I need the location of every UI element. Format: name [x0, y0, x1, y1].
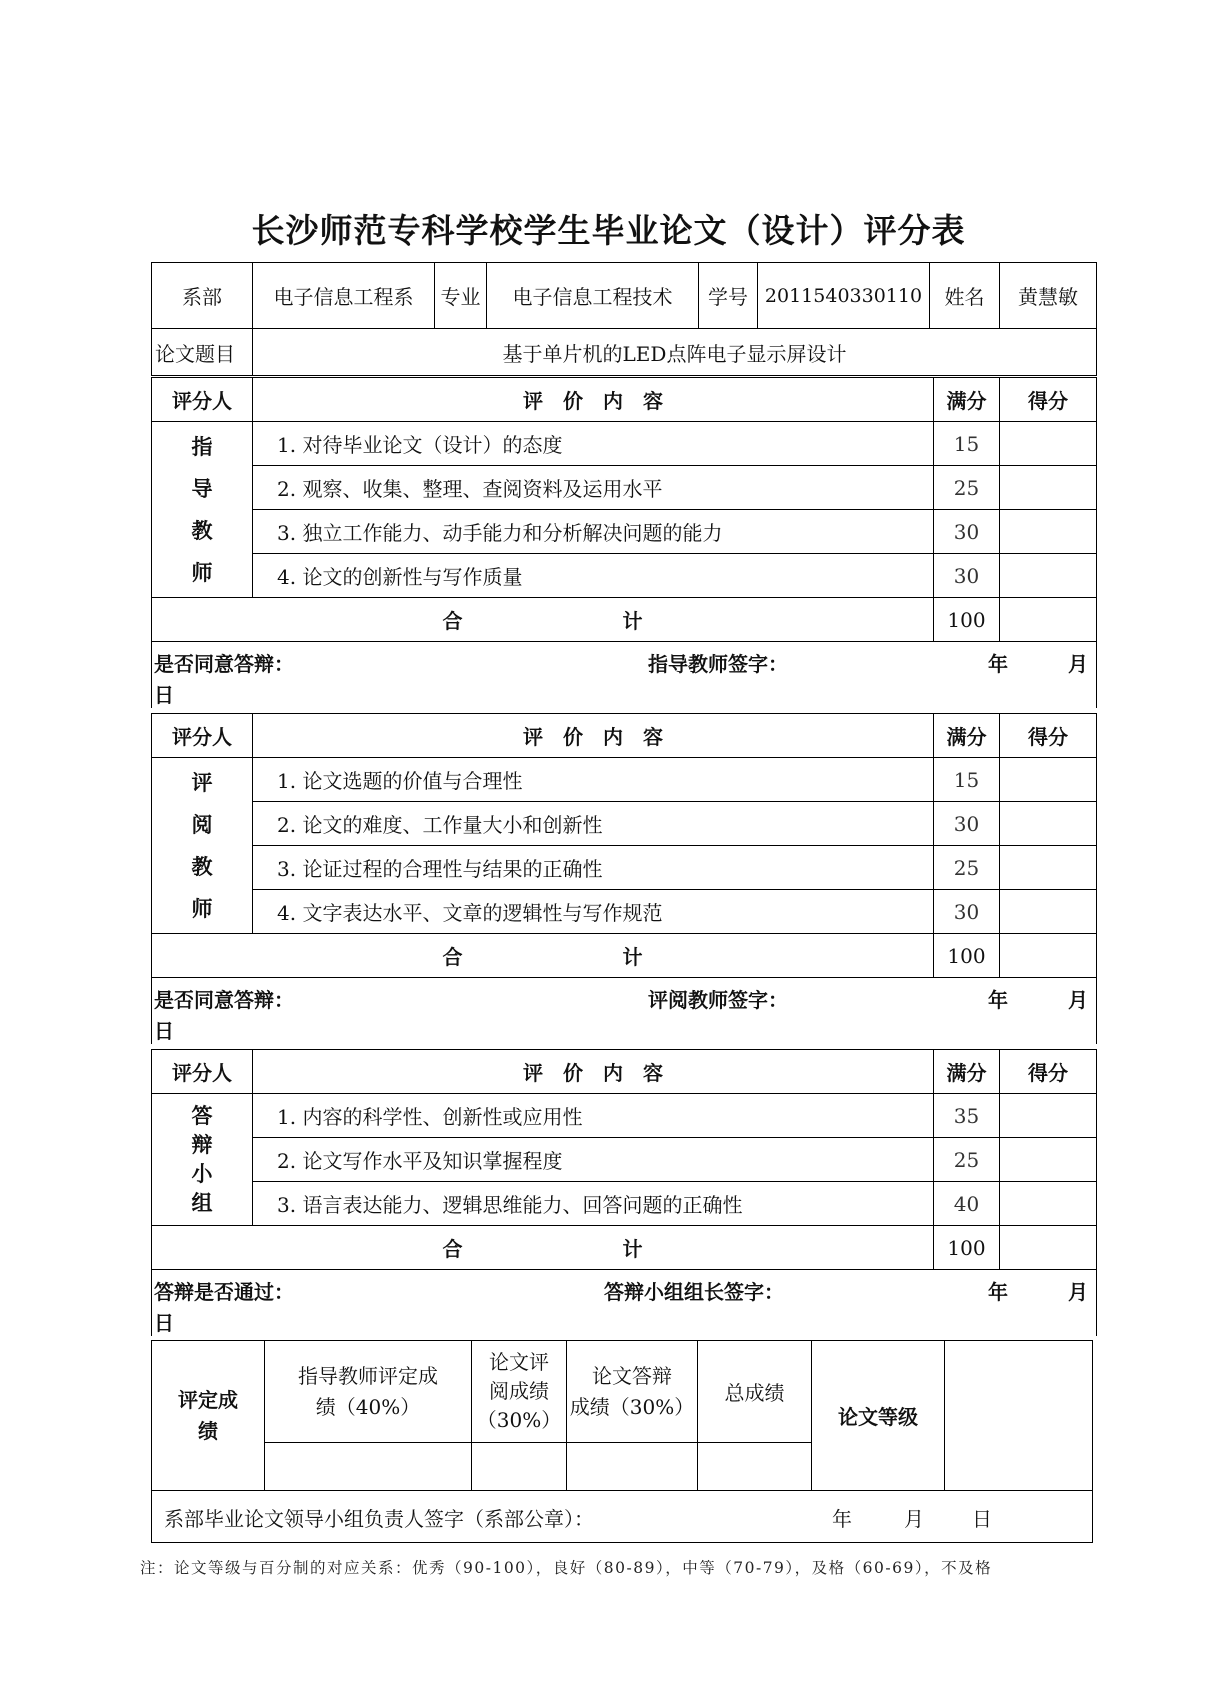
final-grade-table	[151, 1340, 1093, 1543]
rater-header: 评分人	[152, 1050, 253, 1094]
rater-char: 师	[191, 560, 213, 585]
sign-month: 月	[1068, 988, 1088, 1012]
advisor-grade-header: 指导教师评定成 绩（40%）	[265, 1341, 472, 1443]
id-label: 学号	[699, 263, 758, 329]
defense-approval-label: 是否同意答辩：	[154, 988, 294, 1012]
total-score-field[interactable]	[1000, 934, 1097, 978]
dept-sign-month: 月	[904, 1507, 924, 1531]
criterion-text: 3. 语言表达能力、逻辑思维能力、回答问题的正确性	[253, 1182, 934, 1226]
full-score-header: 满分	[934, 378, 1000, 422]
criterion-text: 4. 论文的创新性与写作质量	[253, 554, 934, 598]
sign-month: 月	[1068, 1280, 1088, 1304]
content-header: 评 价 内 容	[253, 714, 934, 758]
criterion-score-field[interactable]	[1000, 510, 1097, 554]
signature-label: 评阅教师签字：	[648, 988, 788, 1012]
criterion-score-field[interactable]	[1000, 802, 1097, 846]
scoring-section-table	[151, 1049, 1097, 1336]
rater-char: 导	[191, 476, 213, 501]
signature-row	[152, 978, 1097, 1045]
criterion-full-score: 30	[934, 510, 1000, 554]
rater-char: 评	[191, 770, 213, 795]
criterion-score-field[interactable]	[1000, 422, 1097, 466]
total-label: 合 计	[152, 598, 934, 642]
rater-name	[152, 422, 253, 598]
criterion-text: 1. 对待毕业论文（设计）的态度	[253, 422, 934, 466]
total-label: 合 计	[152, 934, 934, 978]
total-full-score: 100	[934, 934, 1000, 978]
criterion-text: 3. 论证过程的合理性与结果的正确性	[253, 846, 934, 890]
rater-char: 小	[191, 1161, 213, 1186]
criterion-text: 3. 独立工作能力、动手能力和分析解决问题的能力	[253, 510, 934, 554]
rater-char: 阅	[191, 812, 213, 837]
criterion-text: 4. 文字表达水平、文章的逻辑性与写作规范	[253, 890, 934, 934]
rater-char: 指	[191, 434, 213, 459]
thesis-level-value[interactable]	[945, 1341, 1093, 1491]
total-grade-header: 总成绩	[698, 1341, 812, 1443]
student-info-table	[151, 262, 1097, 376]
rater-char: 教	[191, 518, 213, 543]
criterion-full-score: 30	[934, 802, 1000, 846]
topic-value: 基于单片机的LED点阵电子显示屏设计	[253, 329, 1097, 376]
rater-char: 组	[191, 1190, 213, 1215]
advisor-grade-value[interactable]	[265, 1443, 472, 1491]
page-title: 长沙师范专科学校学生毕业论文（设计）评分表	[251, 211, 966, 250]
id-value: 2011540330110	[758, 263, 930, 329]
rater-char: 答	[191, 1103, 213, 1128]
criterion-full-score: 30	[934, 890, 1000, 934]
rater-char: 教	[191, 854, 213, 879]
sign-day: 日	[154, 1019, 174, 1043]
dept-signature-label: 系部毕业论文领导小组负责人签字（系部公章）：	[164, 1507, 594, 1531]
criterion-score-field[interactable]	[1000, 554, 1097, 598]
signature-label: 指导教师签字：	[648, 652, 788, 676]
name-label: 姓名	[930, 263, 1000, 329]
sign-year: 年	[988, 652, 1008, 676]
criterion-text: 2. 论文写作水平及知识掌握程度	[253, 1138, 934, 1182]
criterion-full-score: 15	[934, 758, 1000, 802]
defense-grade-value[interactable]	[567, 1443, 698, 1491]
major-label: 专业	[435, 263, 487, 329]
sign-year: 年	[988, 988, 1008, 1012]
review-grade-header: 论文评 阅成绩 （30%）	[472, 1341, 567, 1443]
total-full-score: 100	[934, 598, 1000, 642]
grade-note: 注：论文等级与百分制的对应关系：优秀（90-100），良好（80-89），中等（70-79），及格（60-69），不及格	[140, 1559, 993, 1577]
dept-value: 电子信息工程系	[253, 263, 435, 329]
criterion-score-field[interactable]	[1000, 1138, 1097, 1182]
criterion-full-score: 15	[934, 422, 1000, 466]
dept-sign-day: 日	[972, 1507, 992, 1531]
topic-label: 论文题目	[152, 329, 253, 376]
scoring-section-table	[151, 713, 1097, 1044]
rater-header: 评分人	[152, 714, 253, 758]
defense-approval-label: 是否同意答辩：	[154, 652, 294, 676]
criterion-full-score: 25	[934, 1138, 1000, 1182]
score-header: 得分	[1000, 1050, 1097, 1094]
criterion-score-field[interactable]	[1000, 846, 1097, 890]
sign-month: 月	[1068, 652, 1088, 676]
rater-char: 辩	[191, 1132, 213, 1157]
signature-row	[152, 642, 1097, 709]
criterion-text: 2. 观察、收集、整理、查阅资料及运用水平	[253, 466, 934, 510]
defense-grade-header: 论文答辩 成绩（30%）	[567, 1341, 698, 1443]
defense-approval-label: 答辩是否通过：	[154, 1280, 294, 1304]
criterion-text: 2. 论文的难度、工作量大小和创新性	[253, 802, 934, 846]
sign-day: 日	[154, 1311, 174, 1335]
review-grade-value[interactable]	[472, 1443, 567, 1491]
rater-header: 评分人	[152, 378, 253, 422]
signature-label: 答辩小组组长签字：	[604, 1280, 784, 1304]
criterion-full-score: 35	[934, 1094, 1000, 1138]
score-header: 得分	[1000, 714, 1097, 758]
name-value: 黄慧敏	[1000, 263, 1097, 329]
score-header: 得分	[1000, 378, 1097, 422]
dept-sign-year: 年	[832, 1507, 852, 1531]
sign-year: 年	[988, 1280, 1008, 1304]
rater-char: 师	[191, 896, 213, 921]
rater-name	[152, 1094, 253, 1226]
final-grade-label: 评定成 绩	[152, 1341, 265, 1491]
thesis-level-label: 论文等级	[812, 1341, 945, 1491]
total-grade-value[interactable]	[698, 1443, 812, 1491]
full-score-header: 满分	[934, 1050, 1000, 1094]
major-value: 电子信息工程技术	[487, 263, 699, 329]
criterion-full-score: 40	[934, 1182, 1000, 1226]
content-header: 评 价 内 容	[253, 378, 934, 422]
criterion-score-field[interactable]	[1000, 466, 1097, 510]
dept-signature-row	[152, 1491, 1093, 1543]
total-score-field[interactable]	[1000, 598, 1097, 642]
signature-row	[152, 1270, 1097, 1337]
total-score-field[interactable]	[1000, 1226, 1097, 1270]
dept-label: 系部	[152, 263, 253, 329]
rater-name	[152, 758, 253, 934]
criterion-full-score: 25	[934, 466, 1000, 510]
total-label: 合 计	[152, 1226, 934, 1270]
criterion-full-score: 25	[934, 846, 1000, 890]
scoring-section-table	[151, 377, 1097, 708]
criterion-score-field[interactable]	[1000, 1182, 1097, 1226]
content-header: 评 价 内 容	[253, 1050, 934, 1094]
criterion-score-field[interactable]	[1000, 758, 1097, 802]
total-full-score: 100	[934, 1226, 1000, 1270]
criterion-score-field[interactable]	[1000, 1094, 1097, 1138]
criterion-text: 1. 论文选题的价值与合理性	[253, 758, 934, 802]
criterion-full-score: 30	[934, 554, 1000, 598]
criterion-text: 1. 内容的科学性、创新性或应用性	[253, 1094, 934, 1138]
criterion-score-field[interactable]	[1000, 890, 1097, 934]
full-score-header: 满分	[934, 714, 1000, 758]
sign-day: 日	[154, 683, 174, 707]
